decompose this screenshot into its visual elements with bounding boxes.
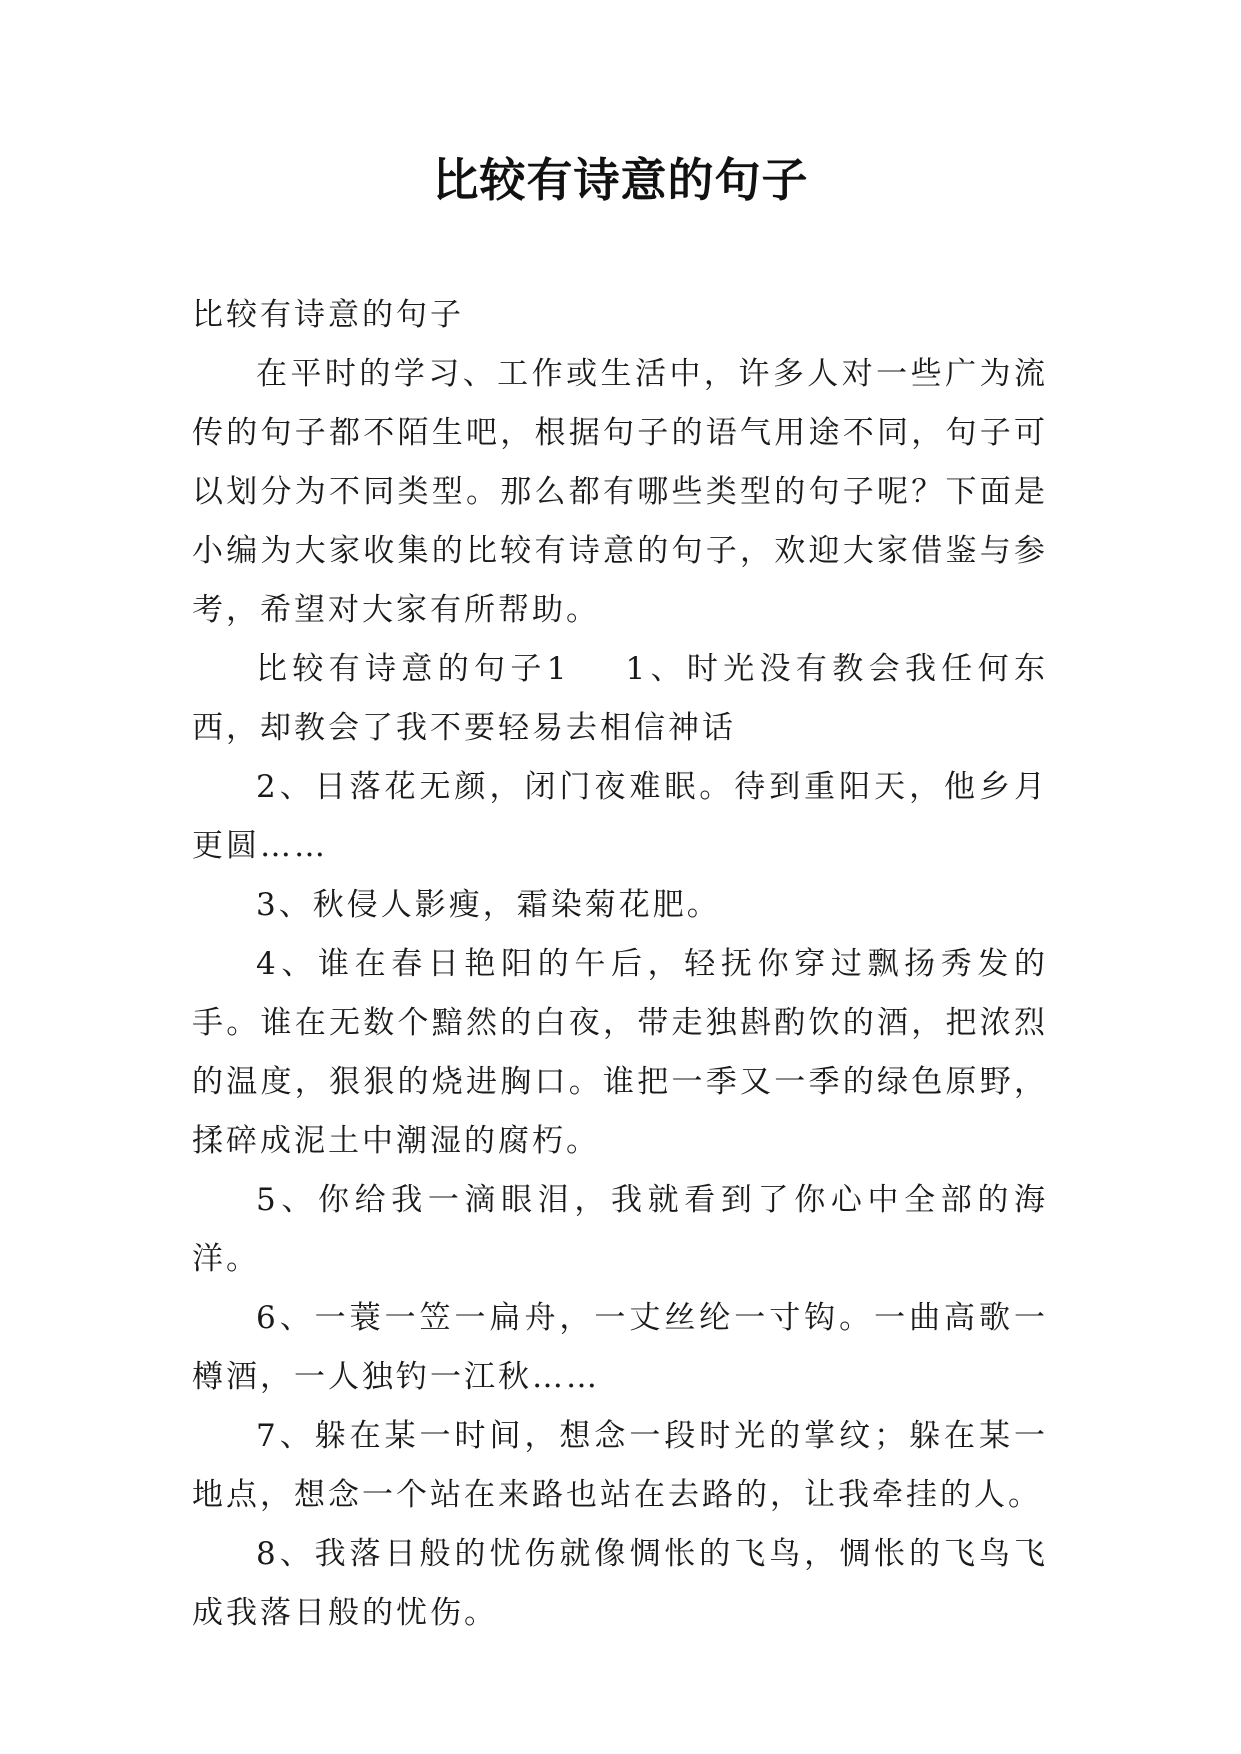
list-item: 4、谁在春日艳阳的午后，轻抚你穿过飘扬秀发的手。谁在无数个黯然的白夜，带走独斟酌饮的酒，把浓烈的温度，狠狠的烧进胸口。谁把一季又一季的绿色原野，揉碎成泥土中潮湿的腐朽。 [192,946,1048,1159]
section-paragraph [192,640,1048,758]
intro-paragraph: 在平时的学习、工作或生活中，许多人对一些广为流传的句子都不陌生吧，根据句子的语气用途不同，句子可以划分为不同类型。那么都有哪些类型的句子呢？下面是小编为大家收集的比较有诗意的句子，欢迎大家借鉴与参考，希望对大家有所帮助。 [192,356,1048,628]
list-item: 1、时光没有教会我任何东西，却教会了我不要轻易去相信神话 [192,651,1048,746]
document-body [192,286,1048,1643]
list-item: 3、秋侵人影瘦，霜染菊花肥。 [256,887,721,923]
list-item: 2、日落花无颜，闭门夜难眠。待到重阳天，他乡月更圆…… [192,769,1048,864]
document-subtitle: 比较有诗意的句子 [192,297,464,333]
list-item: 8、我落日般的忧伤就像惆怅的飞鸟，惆怅的飞鸟飞成我落日般的忧伤。 [192,1536,1048,1631]
list-item: 5、你给我一滴眼泪，我就看到了你心中全部的海洋。 [192,1182,1048,1277]
list-item: 7、躲在某一时间，想念一段时光的掌纹；躲在某一地点，想念一个站在来路也站在去路的，让我牵挂的人。 [192,1418,1048,1513]
document-title: 比较有诗意的句子 [432,153,809,207]
section-heading: 比较有诗意的句子1 [256,651,570,687]
list-item: 6、一蓑一笠一扁舟，一丈丝纶一寸钩。一曲高歌一樽酒，一人独钓一江秋…… [192,1300,1048,1395]
